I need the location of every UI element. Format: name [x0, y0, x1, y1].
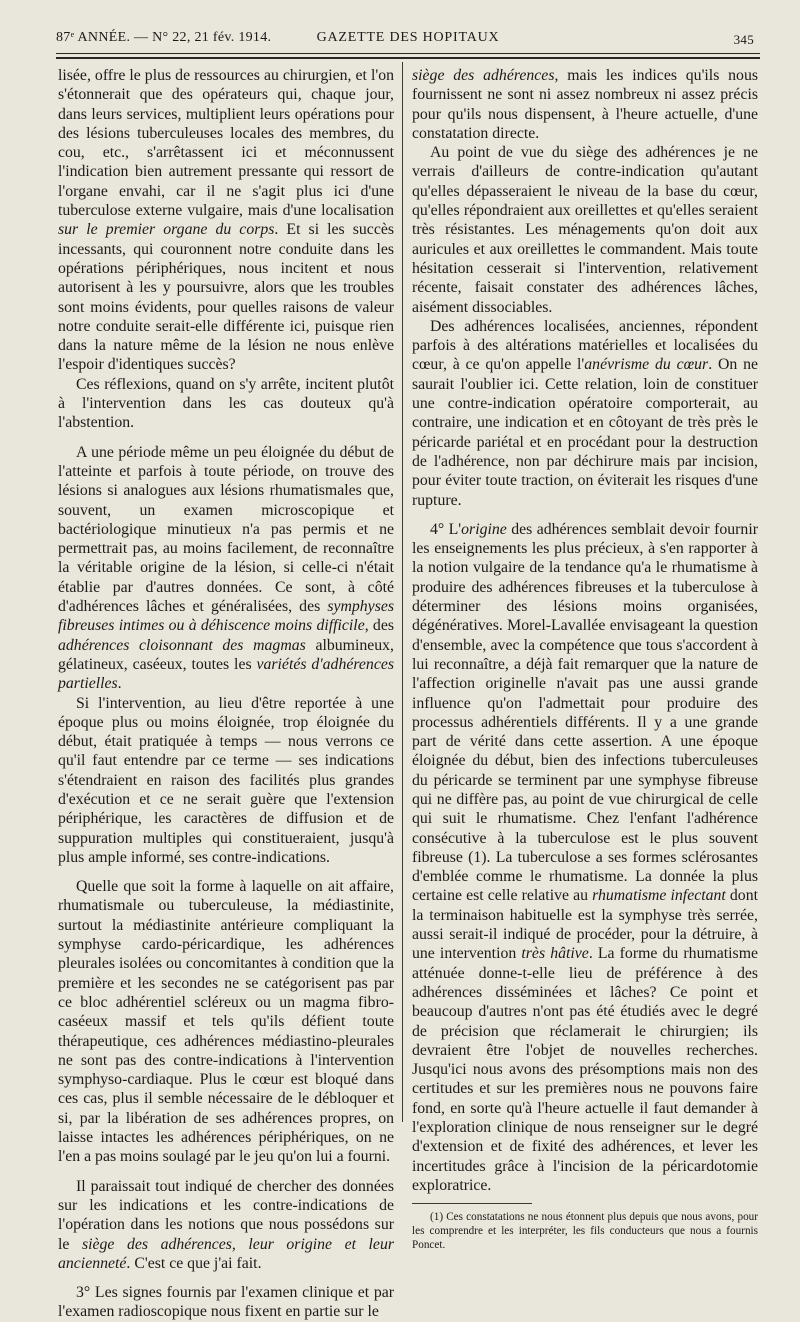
column-divider [402, 62, 403, 1122]
paragraph: Au point de vue du siège des adhérences je ne verrais d'ailleurs de contre-indication qu'autant qu'elles dépasseraient le niveau de la base du cœur, qu'elles répondraient aux oreillettes et qu'elles seraient très résistantes. Les ménagements qu'on doit aux auricules et aux oreillettes le commandent. Mais toute hésitation cesserait si l'intervention, relativement récente, faisait constater des adhérences lâches, aisément dissociables. [412, 144, 758, 316]
paragraph: 3° Les signes fournis par l'examen clinique et par l'examen radioscopique nous fixent en partie sur le [58, 1284, 394, 1321]
paragraph: lisée, offre le plus de ressources au chirurgien, et l'on s'étonnerait que des opérateurs qui, chaque jour, dans leurs services, multiplient leurs opérations pour des lésions tuberculeuses locales des membres, du cou, etc., s'arrêtassent ici et méconnussent l'indication bien autrement pressante qui ressort de l'organe envahi, car il ne s'agit plus ici d'une tuberculose externe vulgaire, mais d'une localisation sur le premier organe du corps. Et si les succès incessants, qui couronnent notre conduite dans les opérations périphériques, nous incitent et nous autorisent à les y poursuivre, alors que les troubles sont moins évidents, pour quelles raisons de valeur notre conduite serait-elle différente ici, puisque rien dans la nature même de la lésion ne nous enlève l'espoir d'identiques succès? [58, 67, 394, 374]
header-rule-thick [56, 57, 760, 59]
paragraph: 4° L'origine des adhérences semblait devoir fournir les enseignements les plus précieux, à s'en rapporter à la notion vulgaire de la tendance qu'a le rhumatisme à produire des adhérences fibreuses et la tuberculose à déterminer des lésions moins organisées, dégénératives. Morel-Lavallée envisageant la question d'ensemble, avec la compétence que tous s'accordent à lui reconnaître, a déjà fait remarquer que la nature de l'affection originelle n'avait pas une aussi grande influence qu'on l'admettait pour produire des processus adhérentiels différents. Il y a une grande part de vérité dans cette assertion. A une époque éloignée du début, bien des infections tuberculeuses du péricarde se terminent par une symphyse fibreuse qui ne diffère pas, au point de vue chirurgical de celle qui suit le rhumatisme. Chez l'enfant l'adhérence consécutive à la tuberculose est le plus souvent fibreuse (1). La tuberculose a ses formes sclérosantes d'emblée comme le rhumatisme. La donnée la plus certaine est celle relative au rhumatisme infectant dont la terminaison habituelle est la symphyse très serrée, aussi serait-il indiqué de procéder, pour la détruire, à une intervention très hâtive. La forme du rhumatisme atténuée donne-t-elle lieu de préférence à des adhérences disséminées et lâches? Ce point et beaucoup d'autres n'ont pas été étudiés avec le degré de précision que réclamerait le chirurgien; ils devraient être l'objet de nouvelles recherches. Jusqu'ici nous avons des présomptions mais non des certitudes et sur les premières nous ne pouvons faire fond, en sorte qu'à l'heure actuelle il faut demander à l'exploration clinique de nous renseigner sur le degré d'extension et de fixité des adhérences, et lever les incertitudes grâce à l'incision de la péricardotomie exploratrice. [412, 520, 758, 1194]
left-column [58, 66, 394, 1322]
paragraph: A une période même un peu éloignée du début de l'atteinte et parfois à toute période, on trouve des lésions si analogues aux lésions rhumatismales que, souvent, un examen microscopique et bactériologique minutieux n'a pas permis et ne permettrait pas, au moins facilement, de reconnaître la véritable origine de la lésion, si celle-ci n'était établie par d'autres données. Ce sont, à côté d'adhérences lâches et généralisées, des symphyses fibreuses intimes ou à déhiscence moins difficile, des adhérences cloisonnant des magmas albumineux, gélatineux, caséeux, toutes les variétés d'adhérences partielles. [58, 443, 394, 693]
paragraph: Des adhérences localisées, anciennes, répondent parfois à des altérations matérielles et localisées du cœur, à ce qu'on appelle l'anévrisme du cœur. On ne saurait l'oublier ici. Cette relation, loin de constituer une contre-indication opératoire comporterait, au contraire, une indication et en côtoyant de très près le péricarde pariétal et en procédant pour la destruction de l'adhérence, non par déchirure mais par incision, pour éviter toute traction, on éviterait les risques d'une rupture. [412, 317, 758, 509]
paragraph: Ces réflexions, quand on s'y arrête, incitent plutôt à l'intervention dans les cas douteux qu'à l'abstention. [58, 375, 394, 432]
right-column [412, 66, 758, 1252]
paragraph: Il paraissait tout indiqué de chercher des données sur les indications et les contre-indications de l'opération dans les notions que nous possédons sur le siège des adhérences, leur origine et leur ancienneté. C'est ce que j'ai fait. [58, 1177, 394, 1272]
paragraph: siège des adhérences, mais les indices qu'ils nous fournissent ne sont ni assez nombreux ni assez précis pour qu'ils nous dispensent, à l'heure actuelle, d'une constatation directe. [412, 67, 758, 142]
paragraph: Quelle que soit la forme à laquelle on ait affaire, rhumatismale ou tuberculeuse, la médiastinite, surtout la médiastinite antérieure compliquant la symphyse cardo-péricardique, les adhérences pleurales isolées ou concomitantes à condition que la première et les secondes ne se catégorisent pas par ce bloc adhérentiel scléreux ou un magma fibro-caséeux massif et tels qu'ils défient toute thérapeutique, ces adhérences médiastino-pleurales ne sont pas des contre-indications à l'intervention symphyso-cardiaque. Plus le cœur est bloqué dans ces cas, plus il semble nécessaire de le débloquer et si, par la libération de ses adhérences propres, on laisse intactes les adhérences périphériques, on ne l'en a pas moins soulagé par le jeu qu'on lui a fourni. [58, 878, 394, 1166]
footnote-rule [412, 1203, 532, 1204]
page-number: 345 [733, 32, 754, 47]
header-rule-thin [56, 53, 760, 54]
paragraph: Si l'intervention, au lieu d'être reportée à une époque plus ou moins éloignée, trop éloignée du début, était pratiquée à temps — nous verrons ce qu'il faut entendre par ce terme — ses indications s'étendraient en raison des facilités plus grandes d'exécution et ce ne serait guère que l'extension périphérique, les caractères de diffusion et de suppuration multiples qui constitueraient, jusqu'à plus ample informé, ses contre-indications. [58, 694, 394, 866]
footnote: (1) Ces constatations ne nous étonnent plus depuis que nous avons, pour les comprendre et les interpréter, les fils conducteurs que nous a fournis Poncet. [412, 1211, 758, 1252]
issue-info: 87ᵉ ANNÉE. — N° 22, 21 fév. 1914. [56, 30, 272, 45]
journal-title: GAZETTE DES HOPITAUX [316, 30, 500, 45]
running-header [56, 28, 760, 50]
